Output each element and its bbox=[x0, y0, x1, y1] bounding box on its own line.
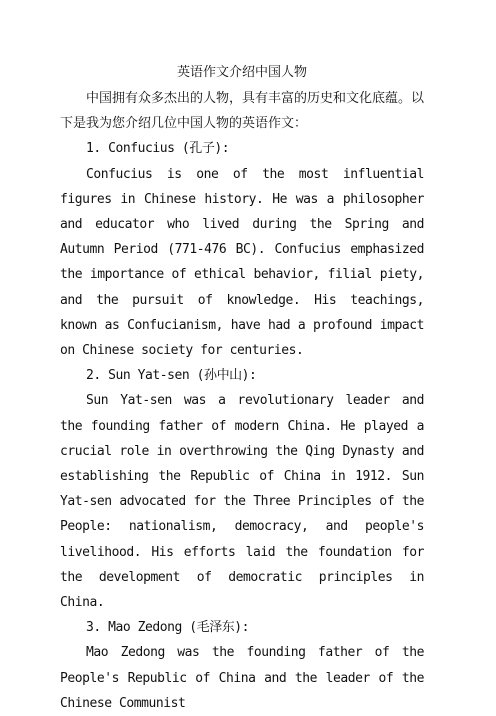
section-body-sun-yat-sen: Sun Yat-sen was a revolutionary leader and the founding father of modern China. He played a crucial role in overthrowing the Qing Dynasty and establishing the Republic of China in 1912. Sun Yat-sen advocated for the Three Principles of the People: nationalism, democracy, and people's livelihood. His efforts laid the foundation for the development of democratic principles in China. bbox=[60, 393, 424, 611]
section-body-mao-zedong: Mao Zedong was the founding father of the People's Republic of China and the leader of the Chinese Communist bbox=[60, 645, 424, 711]
section-body-confucius: Confucius is one of the most influential figures in Chinese history. He was a philosopher and educator who lived during the Spring and Autumn Period (771-476 BC). Confucius emphasized the importance of ethical behavior, filial piety, and the pursuit of knowledge. His teachings, known as Confucianism, have had a profound impact on Chinese society for centuries. bbox=[60, 166, 424, 359]
document-title: 英语作文介绍中国人物 bbox=[176, 65, 307, 80]
section-heading-mao-zedong: 3. Mao Zedong (毛泽东): bbox=[86, 620, 250, 636]
document-content bbox=[60, 62, 424, 716]
intro-paragraph: 中国拥有众多杰出的人物，具有丰富的历史和文化底蕴。以下是我为您介绍几位中国人物的英语作文： bbox=[60, 91, 425, 132]
section-heading-confucius: 1. Confucius (孔子): bbox=[86, 141, 230, 157]
section-heading-sun-yat-sen: 2. Sun Yat-sen (孙中山): bbox=[86, 368, 257, 384]
